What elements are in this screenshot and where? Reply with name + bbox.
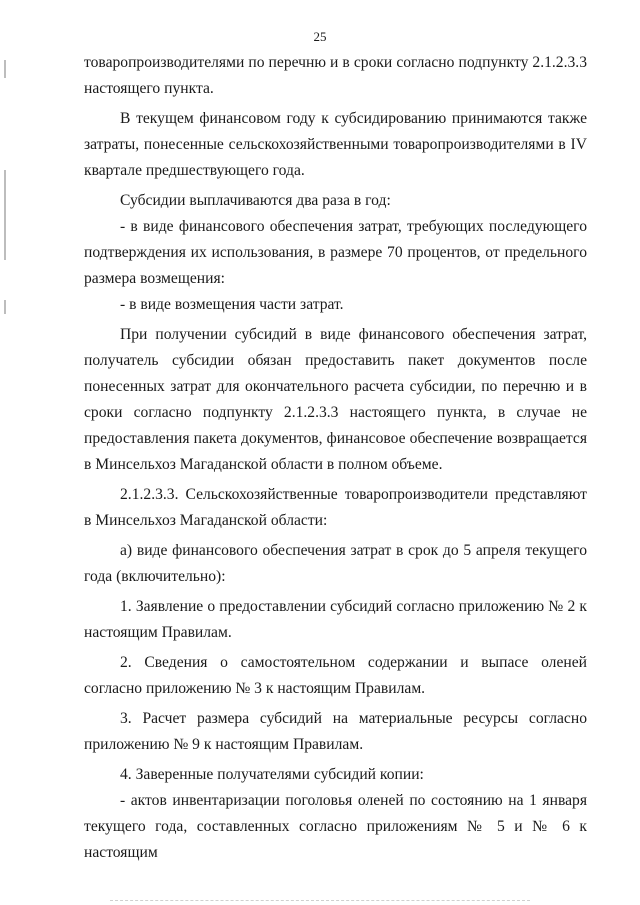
list-item-certified-copies: 4. Заверенные получателями субсидий копии: (120, 766, 424, 783)
scan-bottom-edge (110, 900, 530, 902)
paragraph-continuation: товаропроизводителями по перечню и в сроки согласно подпункту 2.1.2.3.3 настоящего пункта. (84, 54, 587, 97)
list-item-reindeer-info: 2. Сведения о самостоятельном содержании и выпасе оленей согласно приложению № 3 к настоящим Правилам. (84, 654, 587, 697)
scan-edge-mark (4, 300, 6, 314)
paragraph-subclause-a: а) виде финансового обеспечения затрат в срок до 5 апреля текущего года (включительно): (84, 542, 587, 585)
scan-edge-mark (4, 60, 6, 78)
list-item-reimbursement: - в виде возмещения части затрат. (120, 296, 344, 313)
paragraph-payment-frequency: Субсидии выплачиваются два раза в год: (120, 192, 391, 209)
paragraph-documents-obligation: При получении субсидий в виде финансового обеспечения затрат, получатель субсидии обязан предоставить пакет документов после понесенных затрат для окончательного расчета субсидии, по перечню и в сроки согласно подпункту 2.1.2.3.3 настоящего пункта, в случае не предоставления пакета документов, финансовое обеспечение возвращается в Минсельхоз Магаданской области в полном объеме. (84, 326, 587, 473)
page-number: 25 (313, 29, 327, 44)
list-item-application: 1. Заявление о предоставлении субсидий согласно приложению № 2 к настоящим Правилам. (84, 598, 587, 641)
document-body (84, 50, 587, 866)
paragraph-clause-2-1-2-3-3: 2.1.2.3.3. Сельскохозяйственные товаропроизводители представляют в Минсельхоз Магаданской области: (84, 486, 587, 529)
list-item-financial-support: - в виде финансового обеспечения затрат, требующих последующего подтверждения их использования, в размере 70 процентов, от предельного размера возмещения: (84, 218, 587, 287)
paragraph-current-year-costs: В текущем финансовом году к субсидированию принимаются также затраты, понесенные сельскохозяйственными товаропроизводителями в IV квартале предшествующего года. (84, 110, 587, 179)
list-item-subsidy-calculation: 3. Расчет размера субсидий на материальные ресурсы согласно приложению № 9 к настоящим Правилам. (84, 710, 587, 753)
scan-edge-mark (4, 170, 6, 260)
list-item-inventory-acts: - актов инвентаризации поголовья оленей по состоянию на 1 января текущего года, составленных согласно приложениям № 5 и № 6 к настоящим (84, 792, 587, 861)
